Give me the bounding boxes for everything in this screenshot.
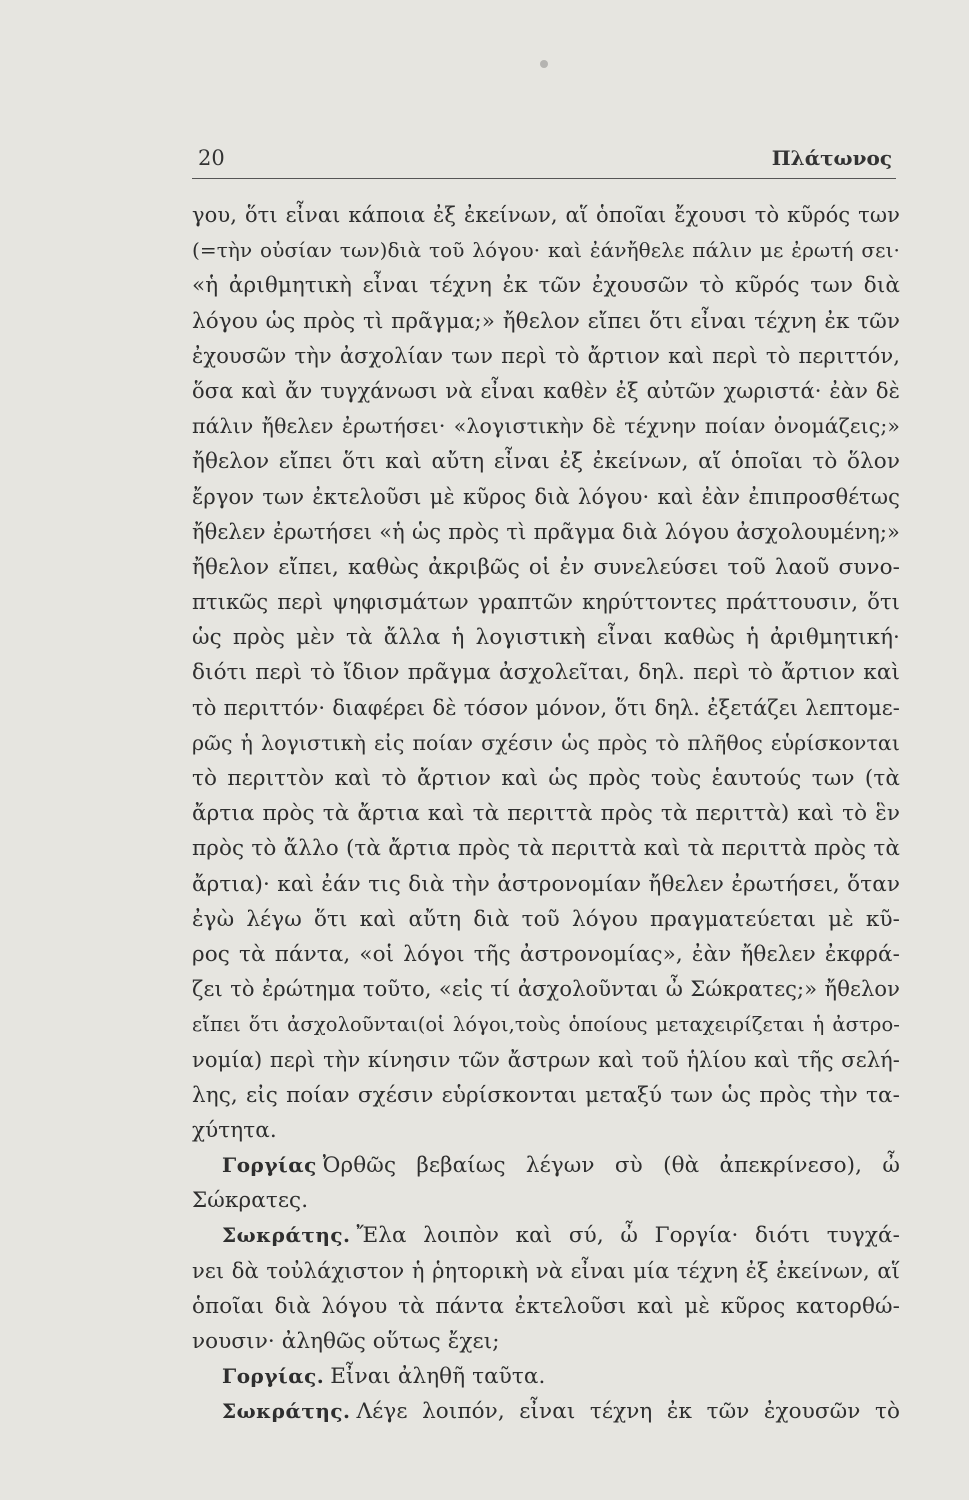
text-line: ὡς πρὸς μὲν τὰ ἄλλα ἡ λογιστικὴ εἶναι καθὼς ἡ ἀριθμητική· xyxy=(192,625,900,651)
text-line: τὸ περιττὸν καὶ τὸ ἄρτιον καὶ ὡς πρὸς τοὺς ἑαυτούς των (τὰ xyxy=(192,766,900,791)
text-line: ἤθελον εἴπει, καθὼς ἀκριβῶς οἱ ἐν συνελεύσει τοῦ λαοῦ συνο- xyxy=(192,554,900,580)
text-line: ζει τὸ ἐρώτημα τοῦτο, «εἰς τί ἀσχολοῦνται ὦ Σώκρατες;» ἤθελον xyxy=(192,977,900,1002)
text-line: πτικῶς περὶ ψηφισμάτων γραπτῶν κηρύττοντες πράττουσιν, ὅτι xyxy=(192,590,900,615)
dialogue-line xyxy=(192,1218,900,1253)
dialogue-line xyxy=(192,1359,900,1394)
text-line: νουσιν· ἀληθῶς οὕτως ἔχει; xyxy=(192,1329,500,1354)
speaker-name: Σωκράτης. xyxy=(222,1399,351,1424)
text-line: ἐγὼ λέγω ὅτι καὶ αὔτη διὰ τοῦ λόγου πραγματεύεται μὲ κῦ- xyxy=(192,906,900,932)
text-line: νει δὰ τοὐλάχιστον ἡ ῥητορικὴ νὰ εἶναι μία τέχνη ἐξ ἐκείνων, αἵ xyxy=(192,1258,900,1283)
text-line: ἔργον των ἐκτελοῦσι μὲ κῦρος διὰ λόγου· καὶ ἐὰν ἐπιπροσθέτως xyxy=(192,484,900,509)
text-line: χύτητα. xyxy=(192,1117,277,1143)
text-line: ἄρτια)· καὶ ἐάν τις διὰ τὴν ἀστρονομίαν ἤθελεν ἐρωτήσει, ὅταν xyxy=(192,871,900,897)
text-line: πάλιν ἤθελεν ἐρωτήσει· «λογιστικὴν δὲ τέχνην ποίαν ὀνομάζεις;» xyxy=(192,414,900,439)
speaker-name: Γοργίας xyxy=(222,1153,317,1178)
speaker-name: Γοργίας. xyxy=(222,1364,325,1389)
text-line: ἄρτια πρὸς τὰ ἄρτια καὶ τὰ περιττὰ πρὸς τὰ περιττὰ) καὶ τὸ ἓν xyxy=(192,801,900,827)
dialogue-text: Εἶναι ἀληθῆ ταῦτα. xyxy=(330,1364,546,1390)
running-title: Πλάτωνος xyxy=(771,146,892,170)
text-line: τὸ περιττόν· διαφέρει δὲ τόσον μόνον, ὅτι δηλ. ἐξετάζει λεπτομε- xyxy=(192,695,900,720)
page-number: 20 xyxy=(198,146,225,170)
text-line: ρος τὰ πάντα, «οἱ λόγοι τῆς ἀστρονομίας», ἐὰν ἤθελεν ἐκφρά- xyxy=(192,941,900,967)
text-line: λης, εἰς ποίαν σχέσιν εὑρίσκονται μεταξύ των ὡς πρὸς τὴν τα- xyxy=(192,1082,900,1108)
dialogue-text: Λέγε λοιπόν, εἶναι τέχνη ἐκ τῶν ἐχουσῶν τὸ xyxy=(356,1399,900,1425)
body-text xyxy=(192,198,900,1430)
text-line: ὅσα καὶ ἄν τυγχάνωσι νὰ εἶναι καθὲν ἐξ αὐτῶν χωριστά· ἐὰν δὲ xyxy=(192,378,900,403)
text-line: ἤθελεν ἐρωτήσει «ἡ ὡς πρὸς τὶ πρᾶγμα διὰ λόγου ἀσχολουμένη;» xyxy=(192,519,900,544)
text-line: ρῶς ἡ λογιστικὴ εἰς ποίαν σχέσιν ὡς πρὸς τὸ πλῆθος εὑρίσκονται xyxy=(192,730,900,755)
ink-smudge xyxy=(540,60,548,68)
text-line: νομία) περὶ τὴν κίνησιν τῶν ἄστρων καὶ τοῦ ἡλίου καὶ τῆς σελή- xyxy=(192,1047,900,1072)
dialogue-line xyxy=(192,1394,900,1429)
dialogue-text: Ἔλα λοιπὸν καὶ σύ, ὦ Γοργία· διότι τυγχά- xyxy=(356,1223,900,1249)
text-line: εἴπει ὅτι ἀσχολοῦνται(οἱ λόγοι,τοὺς ὁποίους μεταχειρίζεται ἡ ἀστρο- xyxy=(192,1013,900,1037)
text-line: λόγου ὡς πρὸς τὶ πρᾶγμα;» ἤθελον εἴπει ὅτι εἶναι τέχνη ἐκ τῶν xyxy=(192,308,900,334)
text-line: ἤθελον εἴπει ὅτι καὶ αὔτη εἶναι ἐξ ἐκείνων, αἵ ὁποῖαι τὸ ὅλον xyxy=(192,449,900,475)
text-line: (=τὴν οὐσίαν των)διὰ τοῦ λόγου· καὶ ἐάνἤθελε πάλιν με ἐρωτή σει· xyxy=(192,238,900,263)
text-line: γου, ὅτι εἶναι κάποια ἐξ ἐκείνων, αἵ ὁποῖαι ἔχουσι τὸ κῦρός των xyxy=(192,203,900,227)
dialogue-line xyxy=(192,1148,900,1183)
page-header xyxy=(192,142,896,179)
text-line: πρὸς τὸ ἄλλο (τὰ ἄρτια πρὸς τὰ περιττὰ καὶ τὰ περιττὰ πρὸς τὰ xyxy=(192,836,900,862)
dialogue-text: Ὀρθῶς βεβαίως λέγων σὺ (θὰ ἀπεκρίνεσο), ὦ xyxy=(322,1153,900,1179)
text-line: Σώκρατες. xyxy=(192,1188,309,1214)
text-line: ὁποῖαι διὰ λόγου τὰ πάντα ἐκτελοῦσι καὶ μὲ κῦρος κατορθώ- xyxy=(192,1293,900,1319)
text-line: «ἡ ἀριθμητικὴ εἶναι τέχνη ἐκ τῶν ἐχουσῶν τὸ κῦρός των διὰ xyxy=(192,273,900,299)
speaker-name: Σωκράτης. xyxy=(222,1223,351,1248)
text-line: ἐχουσῶν τὴν ἀσχολίαν των περὶ τὸ ἄρτιον καὶ περὶ τὸ περιττόν, xyxy=(192,343,900,368)
text-line: διότι περὶ τὸ ἴδιον πρᾶγμα ἀσχολεῖται, δηλ. περὶ τὸ ἄρτιον καὶ xyxy=(192,660,900,686)
